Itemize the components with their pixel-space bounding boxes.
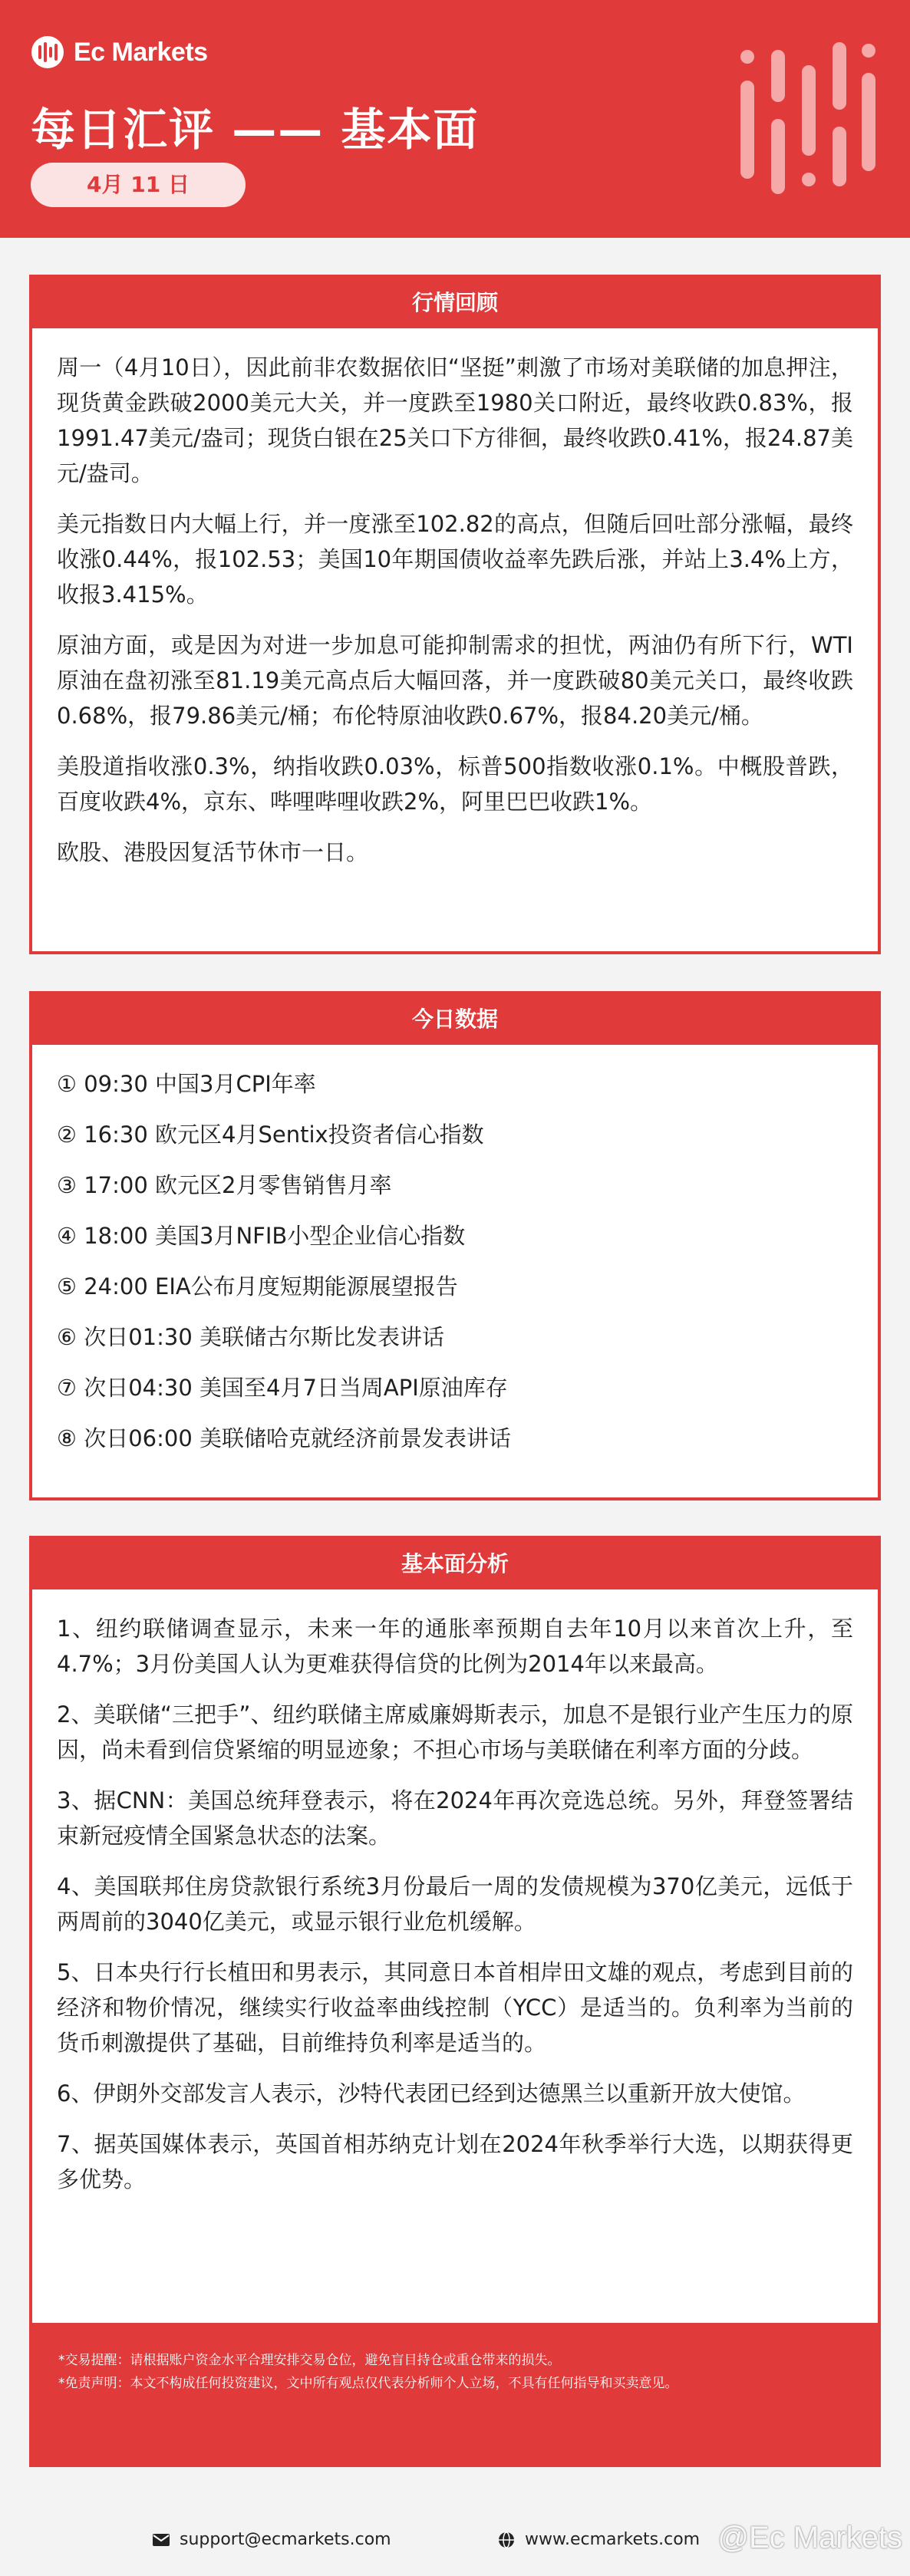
data-item: ⑦ 次日04:30 美国至4月7日当周API原油库存 <box>57 1375 508 1401</box>
data-item: ② 16:30 欧元区4月Sentix投资者信心指数 <box>57 1122 484 1148</box>
footer-website[interactable] <box>497 2530 700 2549</box>
fundamentals-heading: 基本面分析 <box>32 1539 878 1589</box>
data-item: ④ 18:00 美国3月NFIB小型企业信心指数 <box>57 1223 466 1249</box>
today-data-heading: 今日数据 <box>32 994 878 1045</box>
footer-email[interactable] <box>152 2530 391 2549</box>
market-review-card <box>29 275 881 954</box>
footer <box>0 2513 910 2576</box>
globe-icon <box>497 2531 516 2549</box>
fundamentals-paragraph: 2、美联储“三把手”、纽约联储主席威廉姆斯表示，加息不是银行业产生压力的原因，尚未看到信贷紧缩的明显迹象；不担心市场与美联储在利率方面的分歧。 <box>57 1701 853 1763</box>
data-item: ⑤ 24:00 EIA公布月度短期能源展望报告 <box>57 1273 458 1300</box>
fundamentals-paragraph: 1、纽约联储调查显示，未来一年的通胀率预期自去年10月以来首次上升，至4.7%；3月份美国人认为更难获得信贷的比例为2014年以来最高。 <box>57 1616 853 1677</box>
fundamentals-paragraph: 3、据CNN：美国总统拜登表示，将在2024年再次竞选总统。另外，拜登签署结束新冠疫情全国紧急状态的法案。 <box>57 1787 853 1849</box>
email-link[interactable]: support@ecmarkets.com <box>180 2530 391 2549</box>
market-review-paragraph: 美元指数日内大幅上行，并一度涨至102.82的高点，但随后回吐部分涨幅，最终收涨0.44%，报102.53；美国10年期国债收益率先跌后涨，并站上3.4%上方，收报3.415%。 <box>57 511 853 608</box>
decorative-bars-icon <box>732 34 882 195</box>
market-review-paragraph: 欧股、港股因复活节休市一日。 <box>57 839 369 865</box>
website-link[interactable]: www.ecmarkets.com <box>525 2530 701 2549</box>
email-icon <box>152 2531 170 2549</box>
fundamentals-paragraph: 4、美国联邦住房贷款银行系统3月份最后一周的发债规模为370亿美元，远低于两周前的3040亿美元，或显示银行业危机缓解。 <box>57 1873 853 1935</box>
market-review-paragraph: 周一（4月10日），因此前非农数据依旧“坚挺”刺激了市场对美联储的加息押注，现货黄金跌破2000美元大关，并一度跌至1980关口附近，最终收跌0.83%，报1991.47美元/盎司；现货白银在25关口下方徘徊，最终收跌0.41%，报24.87美元/盎司。 <box>57 354 853 486</box>
brand-logo-icon <box>31 35 64 69</box>
market-review-paragraph: 原油方面，或是因为对进一步加息可能抑制需求的担忧，两油仍有所下行，WTI原油在盘初涨至81.19美元高点后大幅回落，并一度跌破80美元关口，最终收跌0.68%，报79.86美元/桶；布伦特原油收跌0.67%，报84.20美元/桶。 <box>57 632 853 729</box>
fundamentals-paragraph: 5、日本央行行长植田和男表示，其同意日本首相岸田文雄的观点，考虑到目前的经济和物价情况，继续实行收益率曲线控制（YCC）是适当的。负利率为当前的货币刺激提供了基础，目前维持负利率是适当的。 <box>57 1959 853 2056</box>
fundamentals-paragraph: 7、据英国媒体表示，英国首相苏纳克计划在2024年秋季举行大选，以期获得更多优势。 <box>57 2131 853 2192</box>
today-data-card <box>29 991 881 1500</box>
header-banner <box>0 0 910 238</box>
data-item: ① 09:30 中国3月CPI年率 <box>57 1071 316 1097</box>
page-title: 每日汇评 —— 基本面 <box>31 104 480 156</box>
market-review-heading: 行情回顾 <box>32 278 878 328</box>
brand <box>31 35 208 69</box>
disclaimer-box <box>32 2323 878 2464</box>
brand-name: Ec Markets <box>74 37 208 67</box>
data-item: ⑥ 次日01:30 美联储古尔斯比发表讲话 <box>57 1324 445 1350</box>
watermark: @Ec Markets <box>717 2521 902 2555</box>
fundamentals-paragraph: 6、伊朗外交部发言人表示，沙特代表团已经到达德黑兰以重新开放大使馆。 <box>57 2080 806 2107</box>
data-item: ③ 17:00 欧元区2月零售销售月率 <box>57 1172 392 1198</box>
fundamentals-card <box>29 1536 881 2467</box>
market-review-paragraph: 美股道指收涨0.3%，纳指收跌0.03%，标普500指数收涨0.1%。中概股普跌，百度收跌4%，京东、哔哩哔哩收跌2%，阿里巴巴收跌1%。 <box>57 753 853 815</box>
trading-reminder: *交易提醒：请根据账户资金水平合理安排交易仓位，避免盲目持仓或重仓带来的损失。 <box>58 2353 561 2368</box>
data-item: ⑧ 次日06:00 美联储哈克就经济前景发表讲话 <box>57 1425 512 1451</box>
date-badge: 4月 11 日 <box>31 163 246 207</box>
disclaimer-text: *免责声明：本文不构成任何投资建议，文中所有观点仅代表分析师个人立场，不具有任何指导和买卖意见。 <box>58 2376 678 2391</box>
